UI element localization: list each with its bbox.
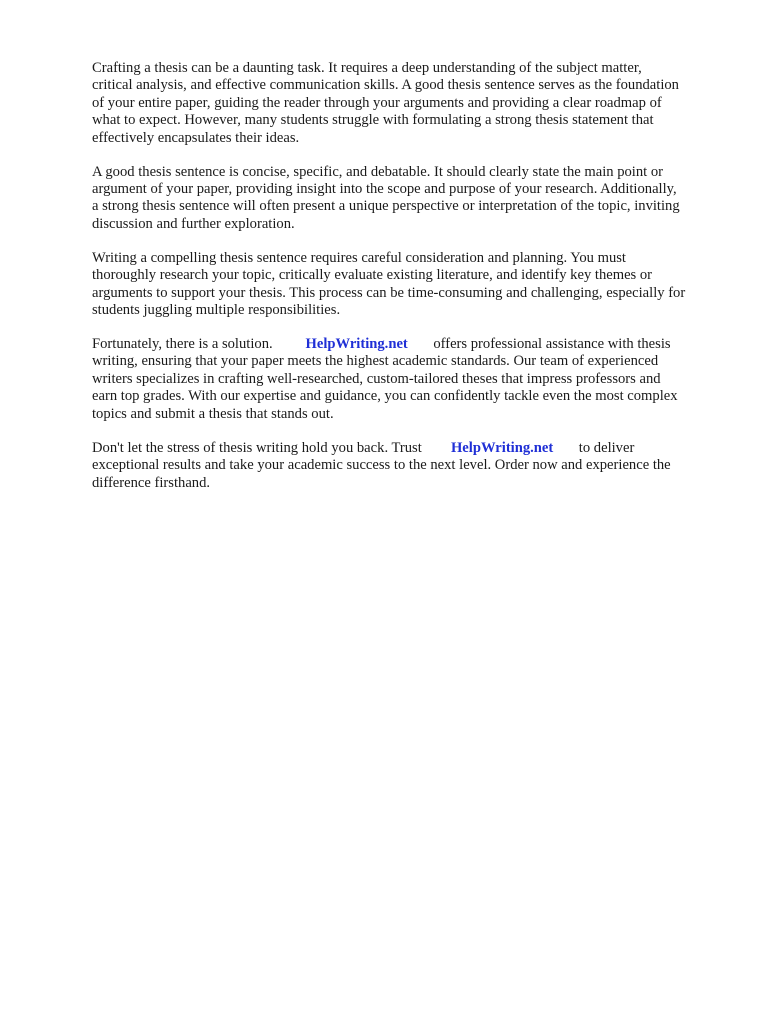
paragraph-solution-rest: offers professional assistance with thesis writing, ensuring that your paper meets the highest academic standards. Our team of experienced writers specializes in crafting well-researched, custom-tailored theses that impress professors and earn top grades. With our expertise and guidance, you can confidently tackle even the most complex topics and submit a thesis that stands out. <box>92 336 678 422</box>
paragraph-solution-lead: Fortunately, there is a solution. <box>92 336 273 353</box>
paragraph-call-to-action <box>92 440 728 492</box>
paragraph-cta-lead: Don't let the stress of thesis writing hold you back. Trust <box>92 439 422 456</box>
paragraph-cta-rest: to deliver exceptional results and take your academic success to the next level. Order now and experience the difference firsthand. <box>92 439 671 491</box>
helpwriting-link[interactable]: HelpWriting.net <box>305 336 408 353</box>
paragraph-good-thesis: A good thesis sentence is concise, specific, and debatable. It should clearly state the main point or argument of your paper, providing insight into the scope and purpose of your research. Additionally, a strong thesis sentence will often present a unique perspective or interpretation of the topic, inviting discussion and further exploration. <box>92 163 680 232</box>
paragraph-writing-process: Writing a compelling thesis sentence requires careful consideration and planning. You must thoroughly research your topic, critically evaluate existing literature, and identify key themes or arguments to support your thesis. This process can be time-consuming and challenging, especially for students juggling multiple responsibilities. <box>92 249 686 319</box>
helpwriting-link-cta[interactable]: HelpWriting.net <box>450 439 554 456</box>
document-body <box>92 60 728 509</box>
paragraph-solution <box>92 336 728 423</box>
paragraph-intro: Crafting a thesis can be a daunting task. It requires a deep understanding of the subject matter, critical analysis, and effective communication skills. A good thesis sentence serves as the foundation of your entire paper, guiding the reader through your arguments and providing a clear roadmap of what to expect. However, many students struggle with formulating a strong thesis statement that effectively encapsulates their ideas. <box>92 60 679 146</box>
